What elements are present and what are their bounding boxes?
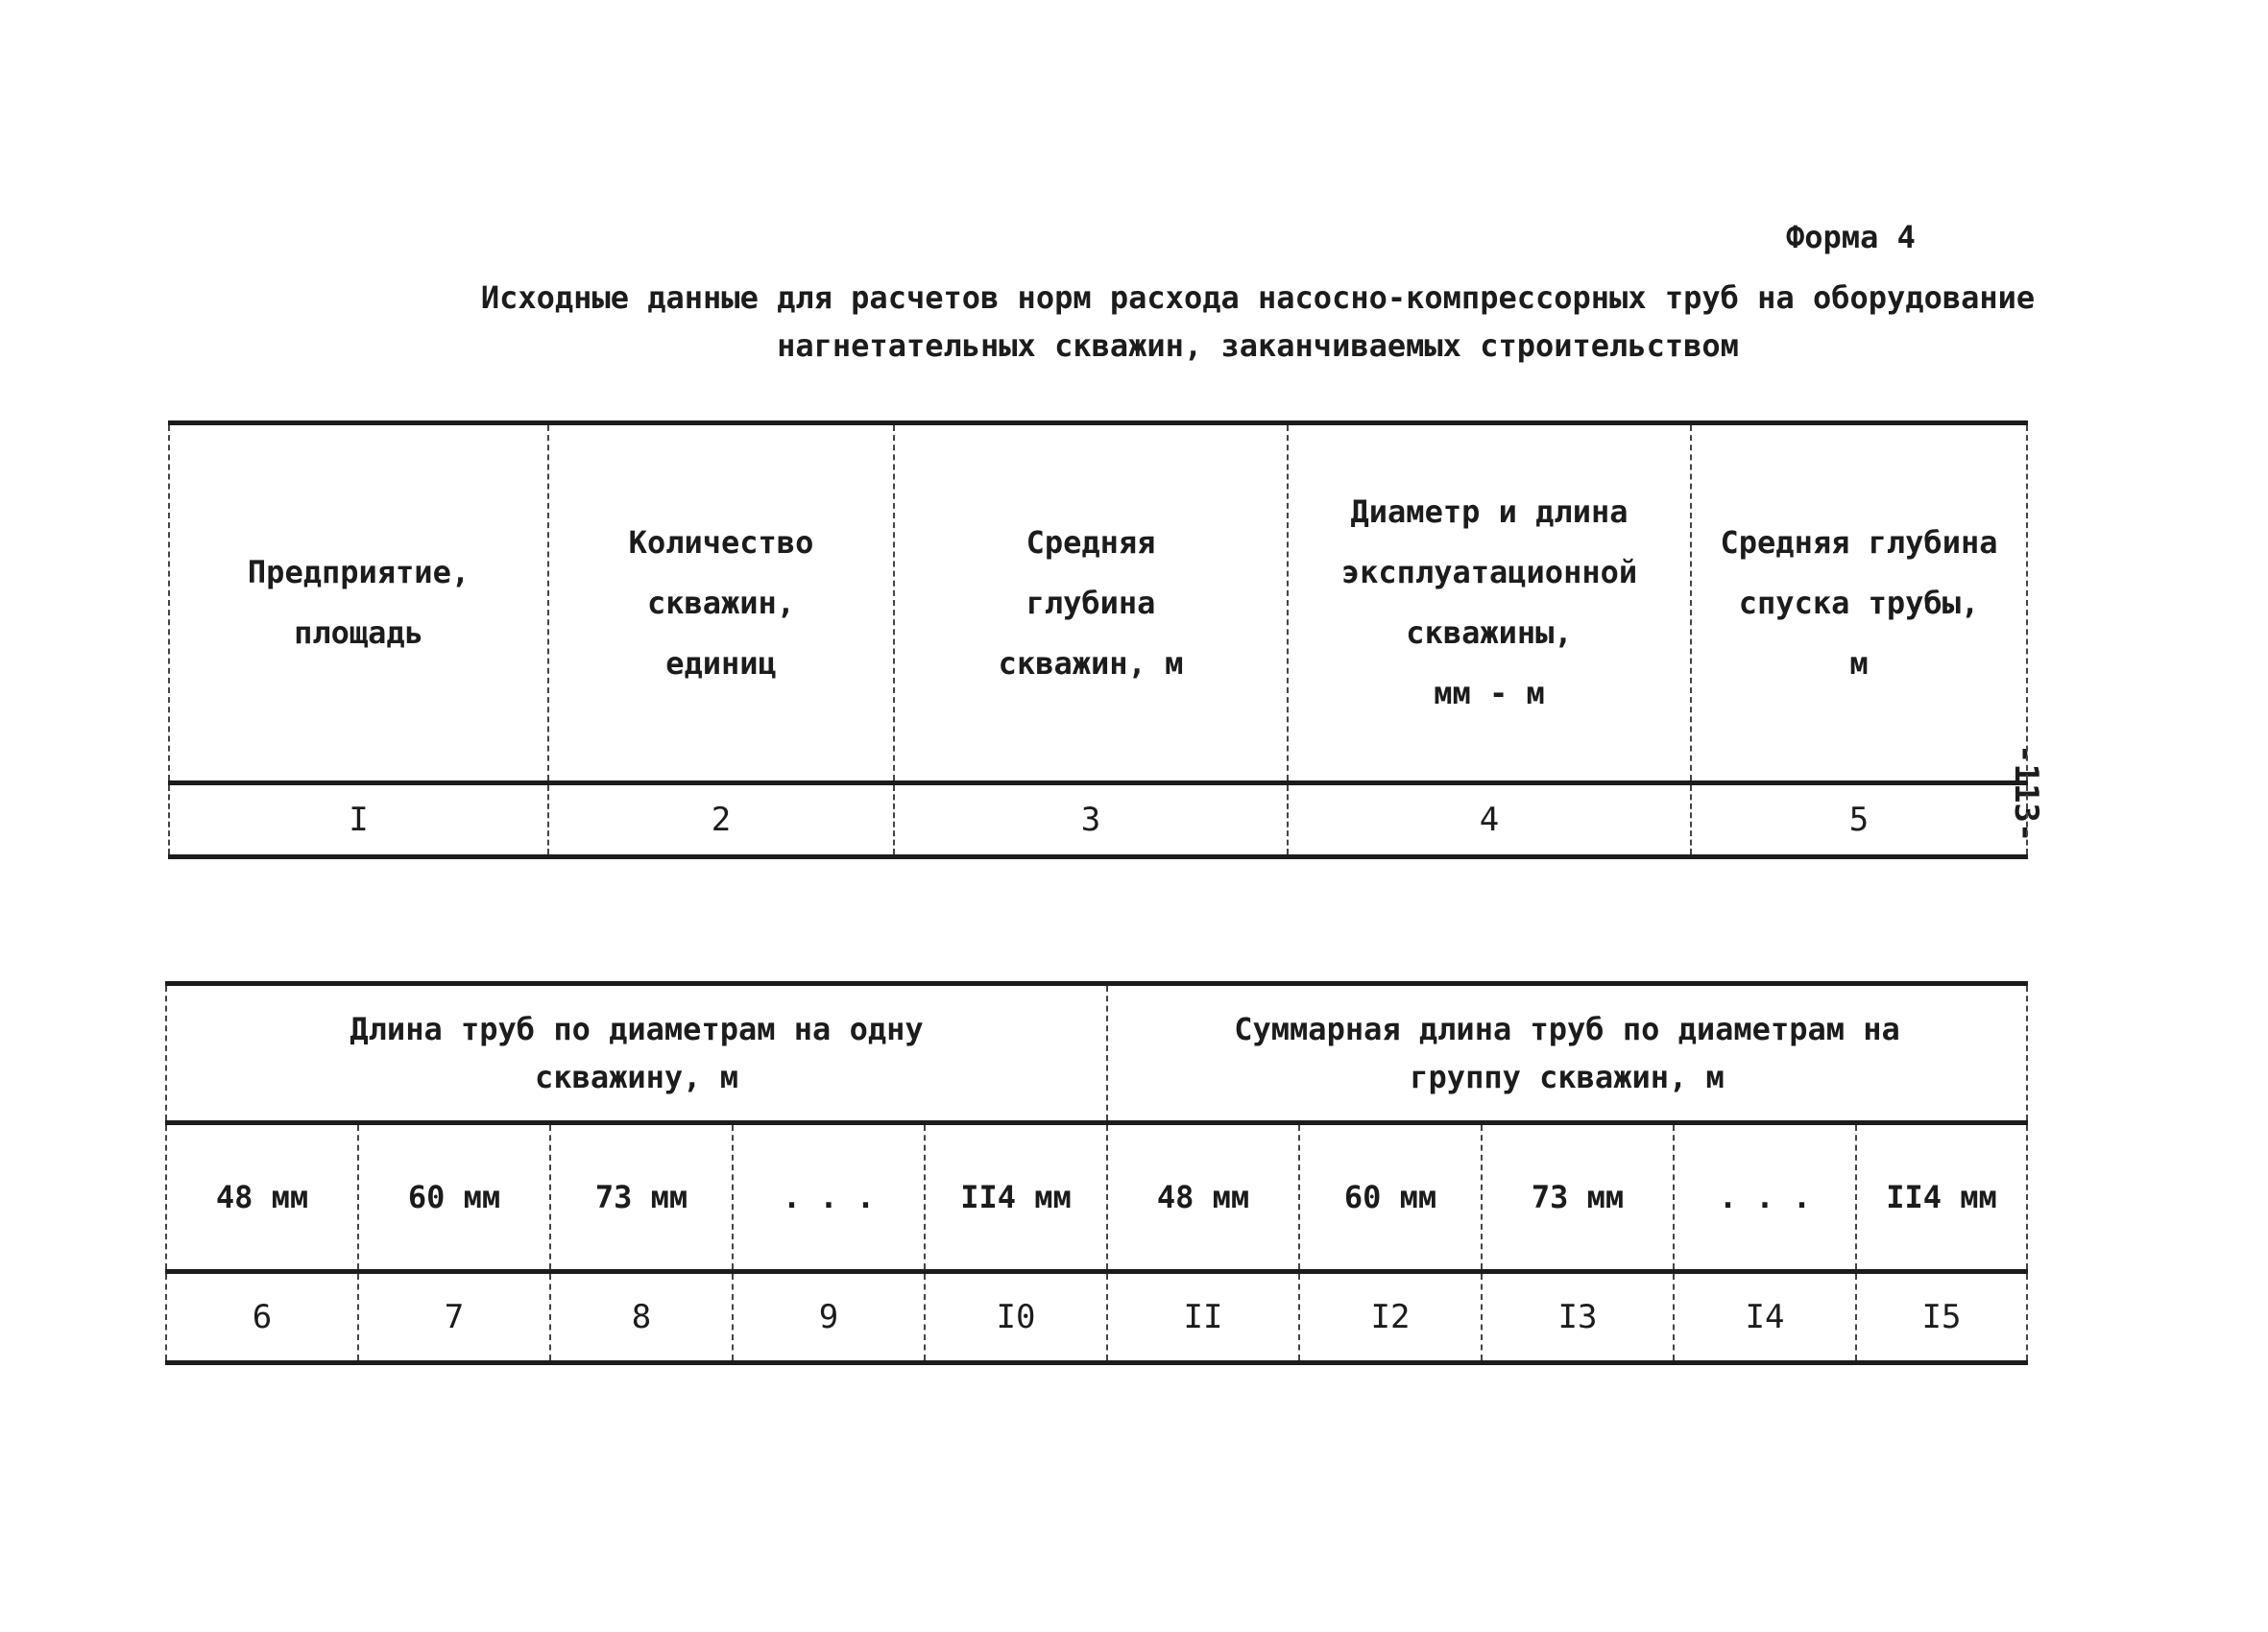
column-number: I [169, 783, 548, 857]
column-number: 7 [358, 1272, 550, 1363]
header-cell-pipe-depth: Средняя глубина спуска трубы, м [1691, 423, 2027, 783]
diameter-cell: . . . [733, 1123, 925, 1272]
column-number: 4 [1288, 783, 1691, 857]
header-cell-well-count: Количество скважин, единиц [548, 423, 894, 783]
diameter-cell: II4 мм [925, 1123, 1107, 1272]
column-number: I3 [1482, 1272, 1674, 1363]
document-title: Исходные данные для расчетов норм расхода насосно-компрессорных труб на оборудование нагнетательных скважин, заканчиваемых строительством [480, 279, 2036, 364]
diameter-cell: 73 мм [1482, 1123, 1674, 1272]
column-number: II [1107, 1272, 1299, 1363]
diameter-cell: 73 мм [550, 1123, 733, 1272]
source-data-table [168, 420, 2028, 859]
group-header-row [166, 984, 2027, 1123]
column-number: I5 [1856, 1272, 2027, 1363]
diameter-cell: 48 мм [166, 1123, 358, 1272]
column-number: 8 [550, 1272, 733, 1363]
column-number: 9 [733, 1272, 925, 1363]
group-header-total: Суммарная длина труб по диаметрам на группу скважин, м [1107, 984, 2027, 1123]
form-label: Форма 4 [1786, 219, 1916, 255]
diameter-cell: II4 мм [1856, 1123, 2027, 1272]
header-cell-enterprise: Предприятие, площадь [169, 423, 548, 783]
page-number: -113- [2007, 744, 2045, 843]
group-header-per-well: Длина труб по диаметрам на одну скважину, м [166, 984, 1107, 1123]
header-cell-diameter-length: Диаметр и длина эксплуатационной скважины, мм - м [1288, 423, 1691, 783]
column-number-row [169, 783, 2027, 857]
column-number: I2 [1299, 1272, 1482, 1363]
diameter-cell: 60 мм [1299, 1123, 1482, 1272]
column-number: 6 [166, 1272, 358, 1363]
column-number: 5 [1691, 783, 2027, 857]
diameter-cell: 48 мм [1107, 1123, 1299, 1272]
column-number: I0 [925, 1272, 1107, 1363]
diameter-cell: . . . [1674, 1123, 1856, 1272]
diameter-row [166, 1123, 2027, 1272]
table-header-row [169, 423, 2027, 783]
column-number: 3 [894, 783, 1288, 857]
column-number: 2 [548, 783, 894, 857]
pipe-length-table [165, 981, 2028, 1365]
column-number: I4 [1674, 1272, 1856, 1363]
header-cell-average-depth: Средняя глубина скважин, м [894, 423, 1288, 783]
diameter-cell: 60 мм [358, 1123, 550, 1272]
column-number-row [166, 1272, 2027, 1363]
